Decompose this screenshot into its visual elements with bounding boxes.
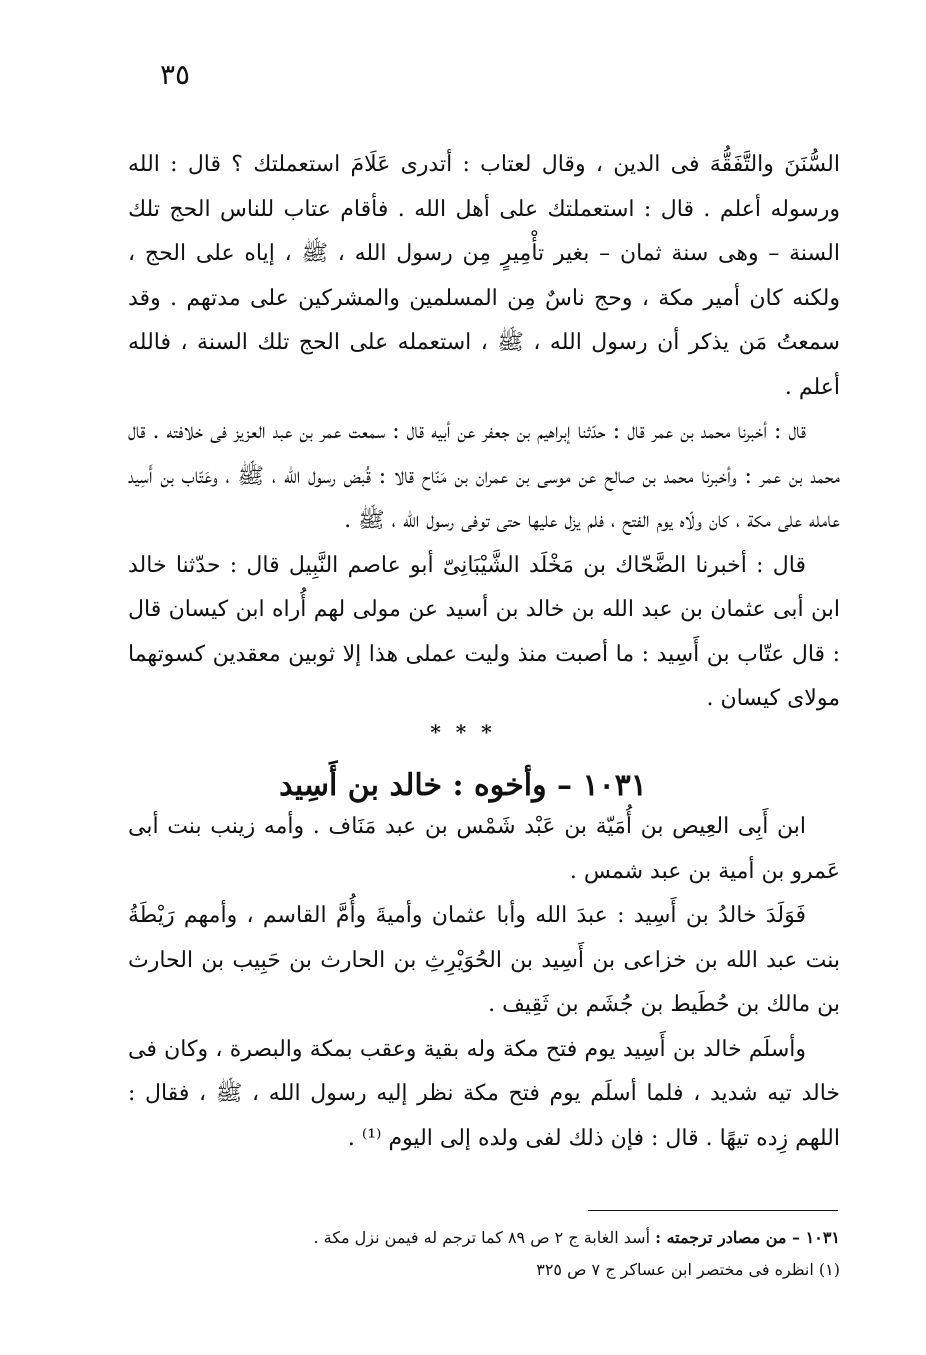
footnote-source-text: أسد الغابة ج ٢ ص ٨٩ كما ترجم له فيمن نزل مكة . [313, 1228, 656, 1247]
paragraph: وأسلَم خالد بن أَسِيد يوم فتح مكة وله بقية وعقب بمكة والبصرة ، وكان فى خالد تيه شديد ، فلما أسلَم يوم فتح مكة نظر إليه رسول الله ، ﷺ ، فقال : اللهم زِده تيهًا . قال : فإن ذلك لفى ولده إلى اليوم ⁽¹⁾ . [128, 1036, 840, 1151]
footnote-1: (١) انظره فى مختصر ابن عساكر ج ٧ ص ٣٢٥ [536, 1260, 840, 1279]
paragraph: السُّنَنَ والتَّفَقُّهَ فى الدين ، وقال لعتاب : أتدرى عَلَامَ استعملتك ؟ قال : الله ورسوله أعلم . قال : استعملتك على أهل الله . فأقام عتاب للناس الحج تلك السنة – وهى سنة ثمان – بغير تأْمِيرٍ مِن رسول الله ، ﷺ ، إياه على الحج ، ولكنه كان أمير مكة ، وحج ناسٌ مِن المسلمين والمشركين على مدتهم . وقد سمعتُ مَن يذكر أن رسول الله ، ﷺ ، استعمله على الحج تلك السنة ، فالله أعلم . [128, 152, 840, 400]
paragraph: قال : أخبرنا الضَّحّاك بن مَخْلَد الشَّيْبَانِىّ أبو عاصم النَّبِيل قال : حدّثنا خالد ابن أبى عثمان بن عبد الله بن خالد بن أسيد عن مولى لهم أُراه ابن كيسان قال : قال عتّاب بن أَسِيد : ما أصبت منذ وليت عملى هذا إلا ثوبين معقدين كسوتهما مولاى كيسان . [128, 552, 840, 711]
footnote-divider [588, 1210, 838, 1211]
paragraph: قال : أخبرنا محمد بن عمر قال : حدّثنا إبراهيم بن جعفر عن أبيه قال : سمعت عمر بن عبد العزيز فى خلافته . قال محمد بن عمر : وأخبرنا محمد بن صالح عن موسى بن عمران بن مَنّاح قالا : قُبض رسول الله ، ﷺ ، وعَتّاب بن أَسِيد عامله على مكة ، كان ولّاه يوم الفتح ، فلم يزل عليها حتى توفى رسول الله ، ﷺ . [128, 419, 840, 533]
footnotes [128, 1222, 840, 1286]
main-text-block [128, 143, 840, 722]
paragraph: فَوَلَدَ خالدُ بن أَسِيد : عبدَ الله وأبا عثمان وأميةَ وأُمَّ القاسم ، وأمهم رَيْطَةُ بنت عبد الله بن خزاعى بن أَسِيد بن الحُوَيْرِثِ بن الحارث بن حَبِيب بن الحارث بن مالك بن حُطَيط بن جُشَم بن ثَقِيف . [128, 903, 840, 1017]
paragraph: ابن أَبِى العِيص بن أُمَيّة بن عَبْد شَمْس بن عبد مَنَاف . وأمه زينب بنت أبى عَمرو بن أمية بن عبد شمس . [128, 814, 840, 884]
page-number: ٣٥ [160, 58, 191, 91]
section-text-block [128, 805, 840, 1161]
section-separator: * * * [430, 720, 496, 744]
footnote-source [128, 1222, 840, 1254]
footnote-source-lead: ١٠٣١ – من مصادر ترجمته : [655, 1228, 840, 1247]
section-title: ١٠٣١ – وأخوه : خالد بن أَسِيد [279, 768, 647, 803]
